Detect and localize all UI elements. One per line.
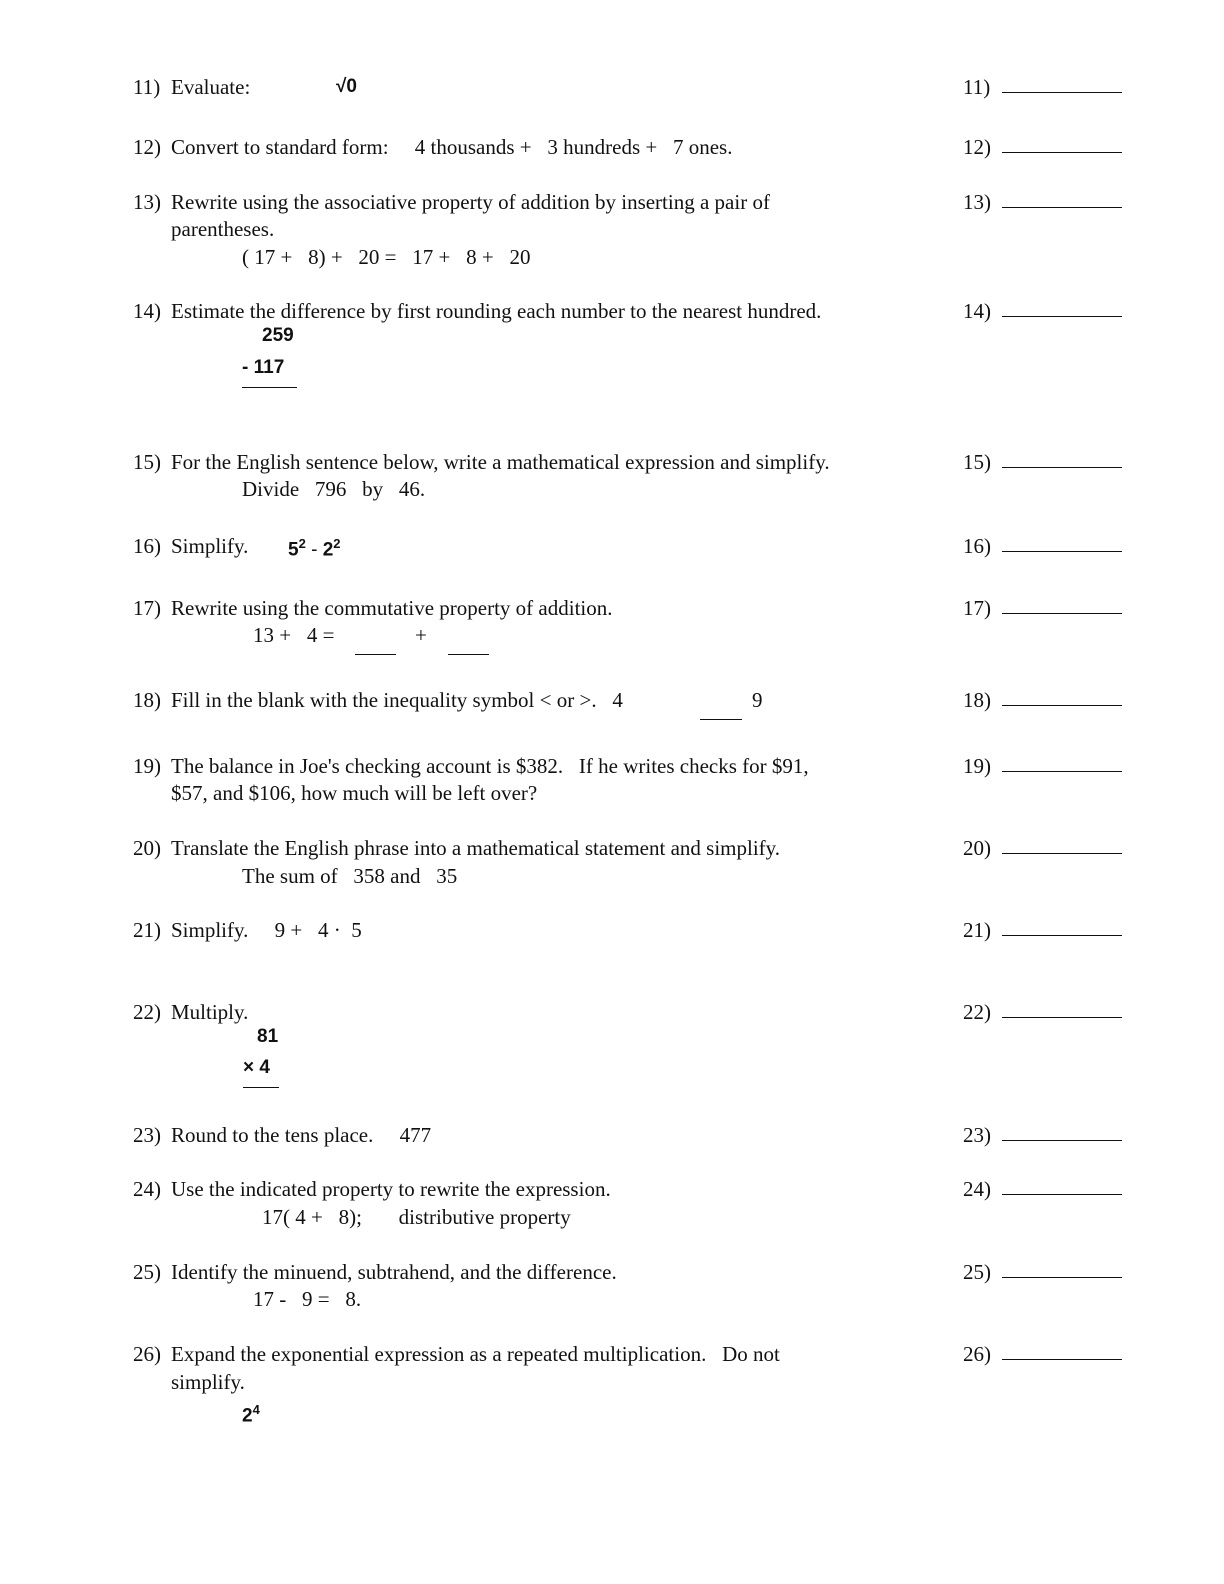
answer-label-14: 14) bbox=[963, 299, 991, 323]
answer-blank-19[interactable] bbox=[1002, 771, 1122, 772]
question-23-number: 23) bbox=[133, 1123, 161, 1147]
question-18-number: 18) bbox=[133, 688, 161, 712]
base-1: 5 bbox=[288, 539, 299, 561]
question-17-expression: 13 + 4 = bbox=[253, 623, 335, 647]
question-21-number: 21) bbox=[133, 918, 161, 942]
inequality-blank[interactable] bbox=[700, 719, 742, 720]
question-22-number: 22) bbox=[133, 1000, 161, 1024]
answer-blank-26[interactable] bbox=[1002, 1359, 1122, 1360]
answer-blank-20[interactable] bbox=[1002, 853, 1122, 854]
answer-blank-23[interactable] bbox=[1002, 1140, 1122, 1141]
question-12-number: 12) bbox=[133, 135, 161, 159]
answer-label-15: 15) bbox=[963, 450, 991, 474]
multiplication-top: 81 bbox=[257, 1026, 279, 1047]
exponential-expression bbox=[242, 1398, 260, 1428]
minus-operator: - bbox=[311, 539, 318, 561]
answer-blank-24[interactable] bbox=[1002, 1194, 1122, 1195]
question-24-text: Use the indicated property to rewrite the expression. bbox=[171, 1177, 611, 1201]
answer-blank-22[interactable] bbox=[1002, 1017, 1122, 1018]
question-20-text: Translate the English phrase into a mathematical statement and simplify. bbox=[171, 836, 781, 860]
question-19-text-2: $57, and $106, how much will be left over? bbox=[171, 781, 538, 805]
question-21-text: Simplify. 9 + 4 · 5 bbox=[171, 918, 362, 942]
question-15-sentence: Divide 796 by 46. bbox=[242, 477, 426, 501]
answer-label-21: 21) bbox=[963, 918, 991, 942]
question-25-number: 25) bbox=[133, 1260, 161, 1284]
answer-blank-11[interactable] bbox=[1002, 92, 1122, 93]
question-14-text: Estimate the difference by first rounding each number to the nearest hundred. bbox=[171, 299, 822, 323]
answer-label-20: 20) bbox=[963, 836, 991, 860]
question-13-text-2: parentheses. bbox=[171, 217, 275, 241]
answer-label-26: 26) bbox=[963, 1342, 991, 1366]
question-17-text: Rewrite using the commutative property of addition. bbox=[171, 596, 613, 620]
base-2: 2 bbox=[322, 539, 334, 561]
answer-label-23: 23) bbox=[963, 1123, 991, 1147]
question-13-expression: ( 17 + 8) + 20 = 17 + 8 + 20 bbox=[242, 245, 531, 269]
question-19-text: The balance in Joe's checking account is $382. If he writes checks for $91, bbox=[171, 754, 809, 778]
question-26-text-2: simplify. bbox=[171, 1370, 245, 1394]
subtraction-rule bbox=[242, 387, 297, 388]
question-20-phrase: The sum of 358 and 35 bbox=[242, 864, 458, 888]
question-13-number: 13) bbox=[133, 190, 161, 214]
answer-blank-15[interactable] bbox=[1002, 467, 1122, 468]
question-26-number: 26) bbox=[133, 1342, 161, 1366]
question-11-text: Evaluate: bbox=[171, 75, 251, 99]
question-17-number: 17) bbox=[133, 596, 161, 620]
answer-blank-17[interactable] bbox=[1002, 613, 1122, 614]
question-18-text: Fill in the blank with the inequality symbol < or >. 4 bbox=[171, 688, 623, 712]
question-15-number: 15) bbox=[133, 450, 161, 474]
subtraction-bottom: - 117 bbox=[242, 357, 285, 378]
question-22-text: Multiply. bbox=[171, 1000, 249, 1024]
multiplication-rule bbox=[243, 1087, 279, 1088]
exponent: 4 bbox=[252, 1402, 260, 1417]
blank-2[interactable] bbox=[448, 654, 489, 655]
answer-blank-16[interactable] bbox=[1002, 551, 1122, 552]
question-25-text: Identify the minuend, subtrahend, and the difference. bbox=[171, 1260, 617, 1284]
answer-label-24: 24) bbox=[963, 1177, 991, 1201]
answer-label-13: 13) bbox=[963, 190, 991, 214]
question-15-text: For the English sentence below, write a mathematical expression and simplify. bbox=[171, 450, 830, 474]
answer-label-25: 25) bbox=[963, 1260, 991, 1284]
answer-label-22: 22) bbox=[963, 1000, 991, 1024]
answer-label-17: 17) bbox=[963, 596, 991, 620]
answer-blank-14[interactable] bbox=[1002, 316, 1122, 317]
blank-1[interactable] bbox=[355, 654, 396, 655]
question-13-text: Rewrite using the associative property of addition by inserting a pair of bbox=[171, 190, 770, 214]
question-23-text: Round to the tens place. 477 bbox=[171, 1123, 432, 1147]
exponent-1: 2 bbox=[298, 536, 306, 551]
multiplication-bottom: × 4 bbox=[243, 1057, 270, 1078]
answer-label-16: 16) bbox=[963, 534, 991, 558]
question-24-number: 24) bbox=[133, 1177, 161, 1201]
subtraction-top: 259 bbox=[262, 325, 294, 346]
answer-blank-12[interactable] bbox=[1002, 152, 1122, 153]
exponent-expression bbox=[288, 532, 341, 562]
question-16-text: Simplify. bbox=[171, 534, 249, 558]
question-19-number: 19) bbox=[133, 754, 161, 778]
sqrt-expression: √0 bbox=[336, 76, 357, 97]
answer-label-19: 19) bbox=[963, 754, 991, 778]
base: 2 bbox=[242, 1405, 253, 1427]
question-11-number: 11) bbox=[133, 75, 161, 99]
question-12-text: Convert to standard form: 4 thousands + 3 hundreds + 7 ones. bbox=[171, 135, 733, 159]
answer-blank-25[interactable] bbox=[1002, 1277, 1122, 1278]
question-25-expression: 17 - 9 = 8. bbox=[253, 1287, 362, 1311]
question-26-text: Expand the exponential expression as a repeated multiplication. Do not bbox=[171, 1342, 780, 1366]
plus-sign: + bbox=[415, 623, 427, 647]
answer-blank-21[interactable] bbox=[1002, 935, 1122, 936]
answer-label-11: 11) bbox=[963, 75, 991, 99]
question-14-number: 14) bbox=[133, 299, 161, 323]
question-16-number: 16) bbox=[133, 534, 161, 558]
question-20-number: 20) bbox=[133, 836, 161, 860]
answer-blank-18[interactable] bbox=[1002, 705, 1122, 706]
answer-label-18: 18) bbox=[963, 688, 991, 712]
answer-blank-13[interactable] bbox=[1002, 207, 1122, 208]
question-18-number-9: 9 bbox=[752, 688, 763, 712]
answer-label-12: 12) bbox=[963, 135, 991, 159]
exponent-2: 2 bbox=[333, 536, 341, 551]
question-24-expression: 17( 4 + 8); distributive property bbox=[262, 1205, 571, 1229]
